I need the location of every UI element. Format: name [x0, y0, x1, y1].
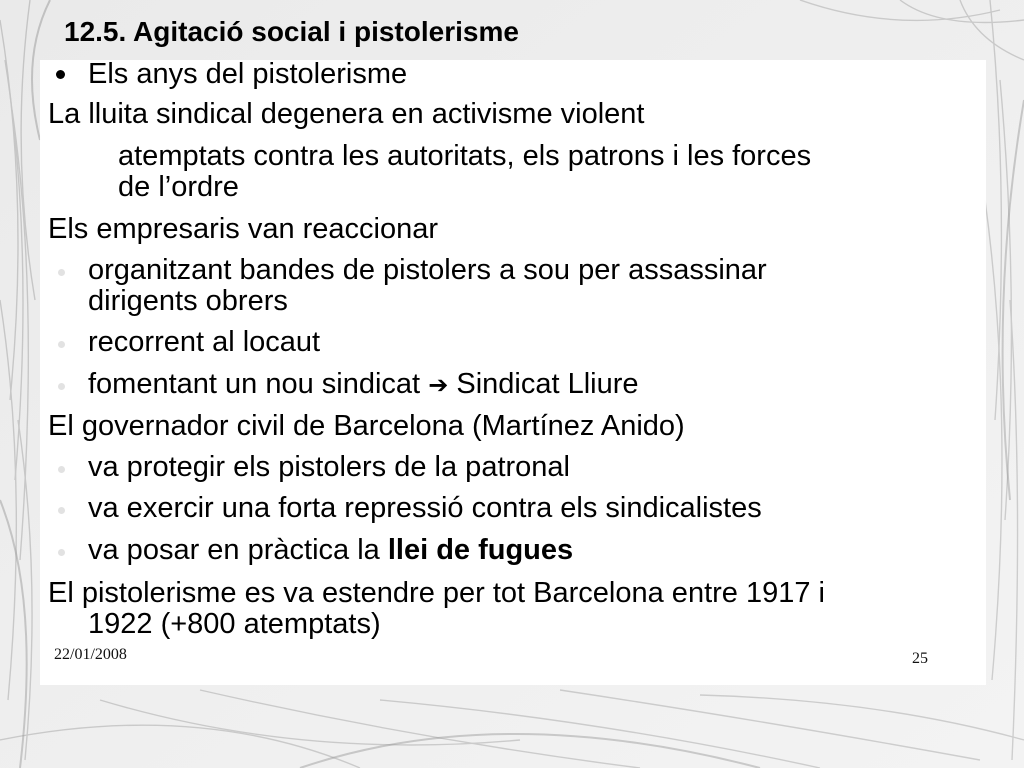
bullet-dot [58, 507, 65, 514]
text-line: va protegir els pistolers de la patronal [88, 451, 570, 483]
bullet-dot [58, 549, 65, 556]
bullet-dot [58, 269, 65, 276]
subtitle-line: Els anys del pistolerisme [88, 58, 408, 90]
text-line: El governador civil de Barcelona (Martínez Anido) [48, 410, 685, 442]
text-line: de l’ordre [118, 171, 239, 203]
text-fragment: va posar en pràctica la [88, 534, 380, 566]
text-fragment: Sindicat Lliure [456, 368, 639, 400]
text-line: La lluita sindical degenera en activisme violent [48, 98, 645, 130]
text-line: Els empresaris van reaccionar [48, 213, 439, 245]
page-number: 25 [912, 650, 928, 667]
text-line [88, 534, 573, 566]
text-line: dirigents obrers [88, 285, 288, 317]
text-line: 1922 (+800 atemptats) [88, 608, 381, 640]
right-arrow-icon: ➔ [428, 371, 449, 399]
text-line: organitzant bandes de pistolers a sou per assassinar [88, 254, 767, 286]
text-line [88, 368, 639, 401]
footer-date: 22/01/2008 [54, 646, 127, 663]
text-line: recorrent al locaut [88, 326, 321, 358]
bullet-dot [58, 383, 65, 390]
bold-term: llei de fugues [387, 534, 574, 566]
bullet-dot [58, 466, 65, 473]
text-line: El pistolerisme es va estendre per tot Barcelona entre 1917 i [48, 577, 825, 609]
bullet-dot [56, 70, 65, 79]
text-line: atemptats contra les autoritats, els patrons i les forces [118, 140, 812, 172]
slide-title: 12.5. Agitació social i pistolerisme [64, 16, 519, 47]
text-line: va exercir una forta repressió contra els sindicalistes [88, 492, 762, 524]
bullet-dot [58, 341, 65, 348]
text-fragment: fomentant un nou sindicat [88, 368, 421, 400]
